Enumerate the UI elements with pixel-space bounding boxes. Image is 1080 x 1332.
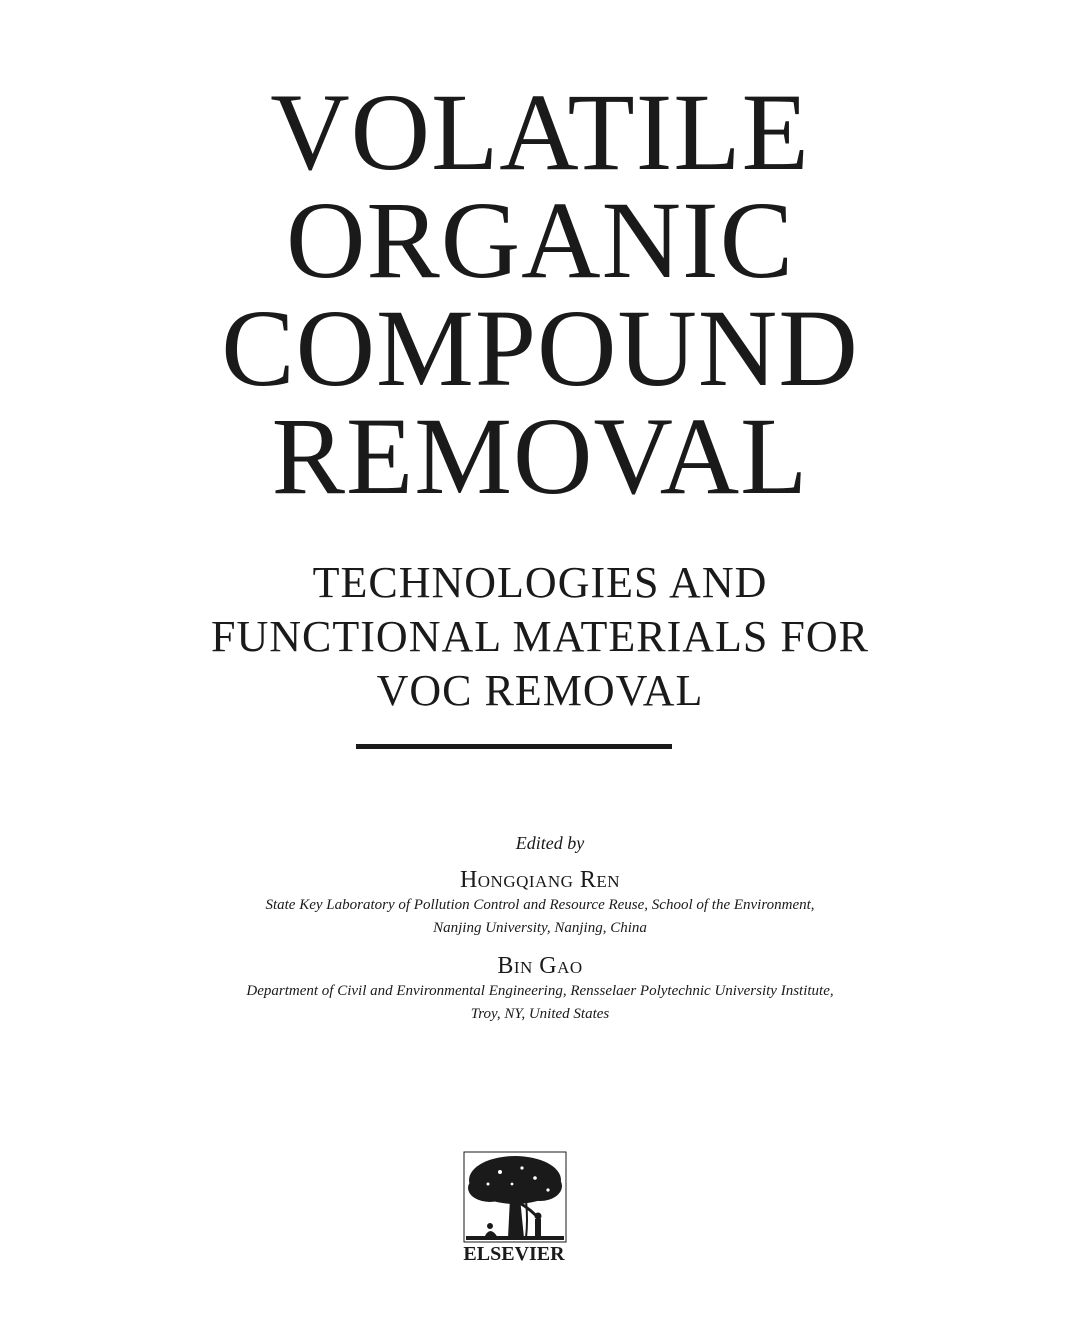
editor-affiliation: Troy, NY, United States: [470, 1006, 610, 1022]
subtitle-line: VOC REMOVAL: [376, 666, 704, 715]
editor-block: [0, 952, 1080, 1026]
editor-affiliation: State Key Laboratory of Pollution Control and Resource Reuse, School of the Environment,: [265, 897, 815, 913]
editor-block: [0, 866, 1080, 940]
title-line: ORGANIC: [285, 179, 795, 301]
editor-name: Hongqiang Ren: [459, 867, 621, 893]
spacer: [0, 940, 1080, 952]
editor-affiliation: Department of Civil and Environmental Engineering, Rensselaer Polytechnic University Institute,: [246, 983, 834, 999]
book-subtitle: [0, 556, 1080, 718]
title-line: COMPOUND: [221, 287, 859, 409]
title-line: REMOVAL: [271, 395, 809, 517]
editor-affiliation: Nanjing University, Nanjing, China: [433, 920, 647, 936]
book-title: [0, 71, 1080, 517]
title-line: VOLATILE: [270, 71, 810, 193]
editor-name: Bin Gao: [497, 953, 583, 979]
publisher-name: ELSEVIER: [463, 1243, 565, 1265]
edited-by-label: Edited by: [515, 833, 585, 853]
divider-rule: [356, 744, 672, 749]
subtitle-line: FUNCTIONAL MATERIALS FOR: [211, 612, 869, 661]
editors-section: [0, 830, 1080, 1026]
subtitle-line: TECHNOLOGIES AND: [312, 558, 768, 607]
